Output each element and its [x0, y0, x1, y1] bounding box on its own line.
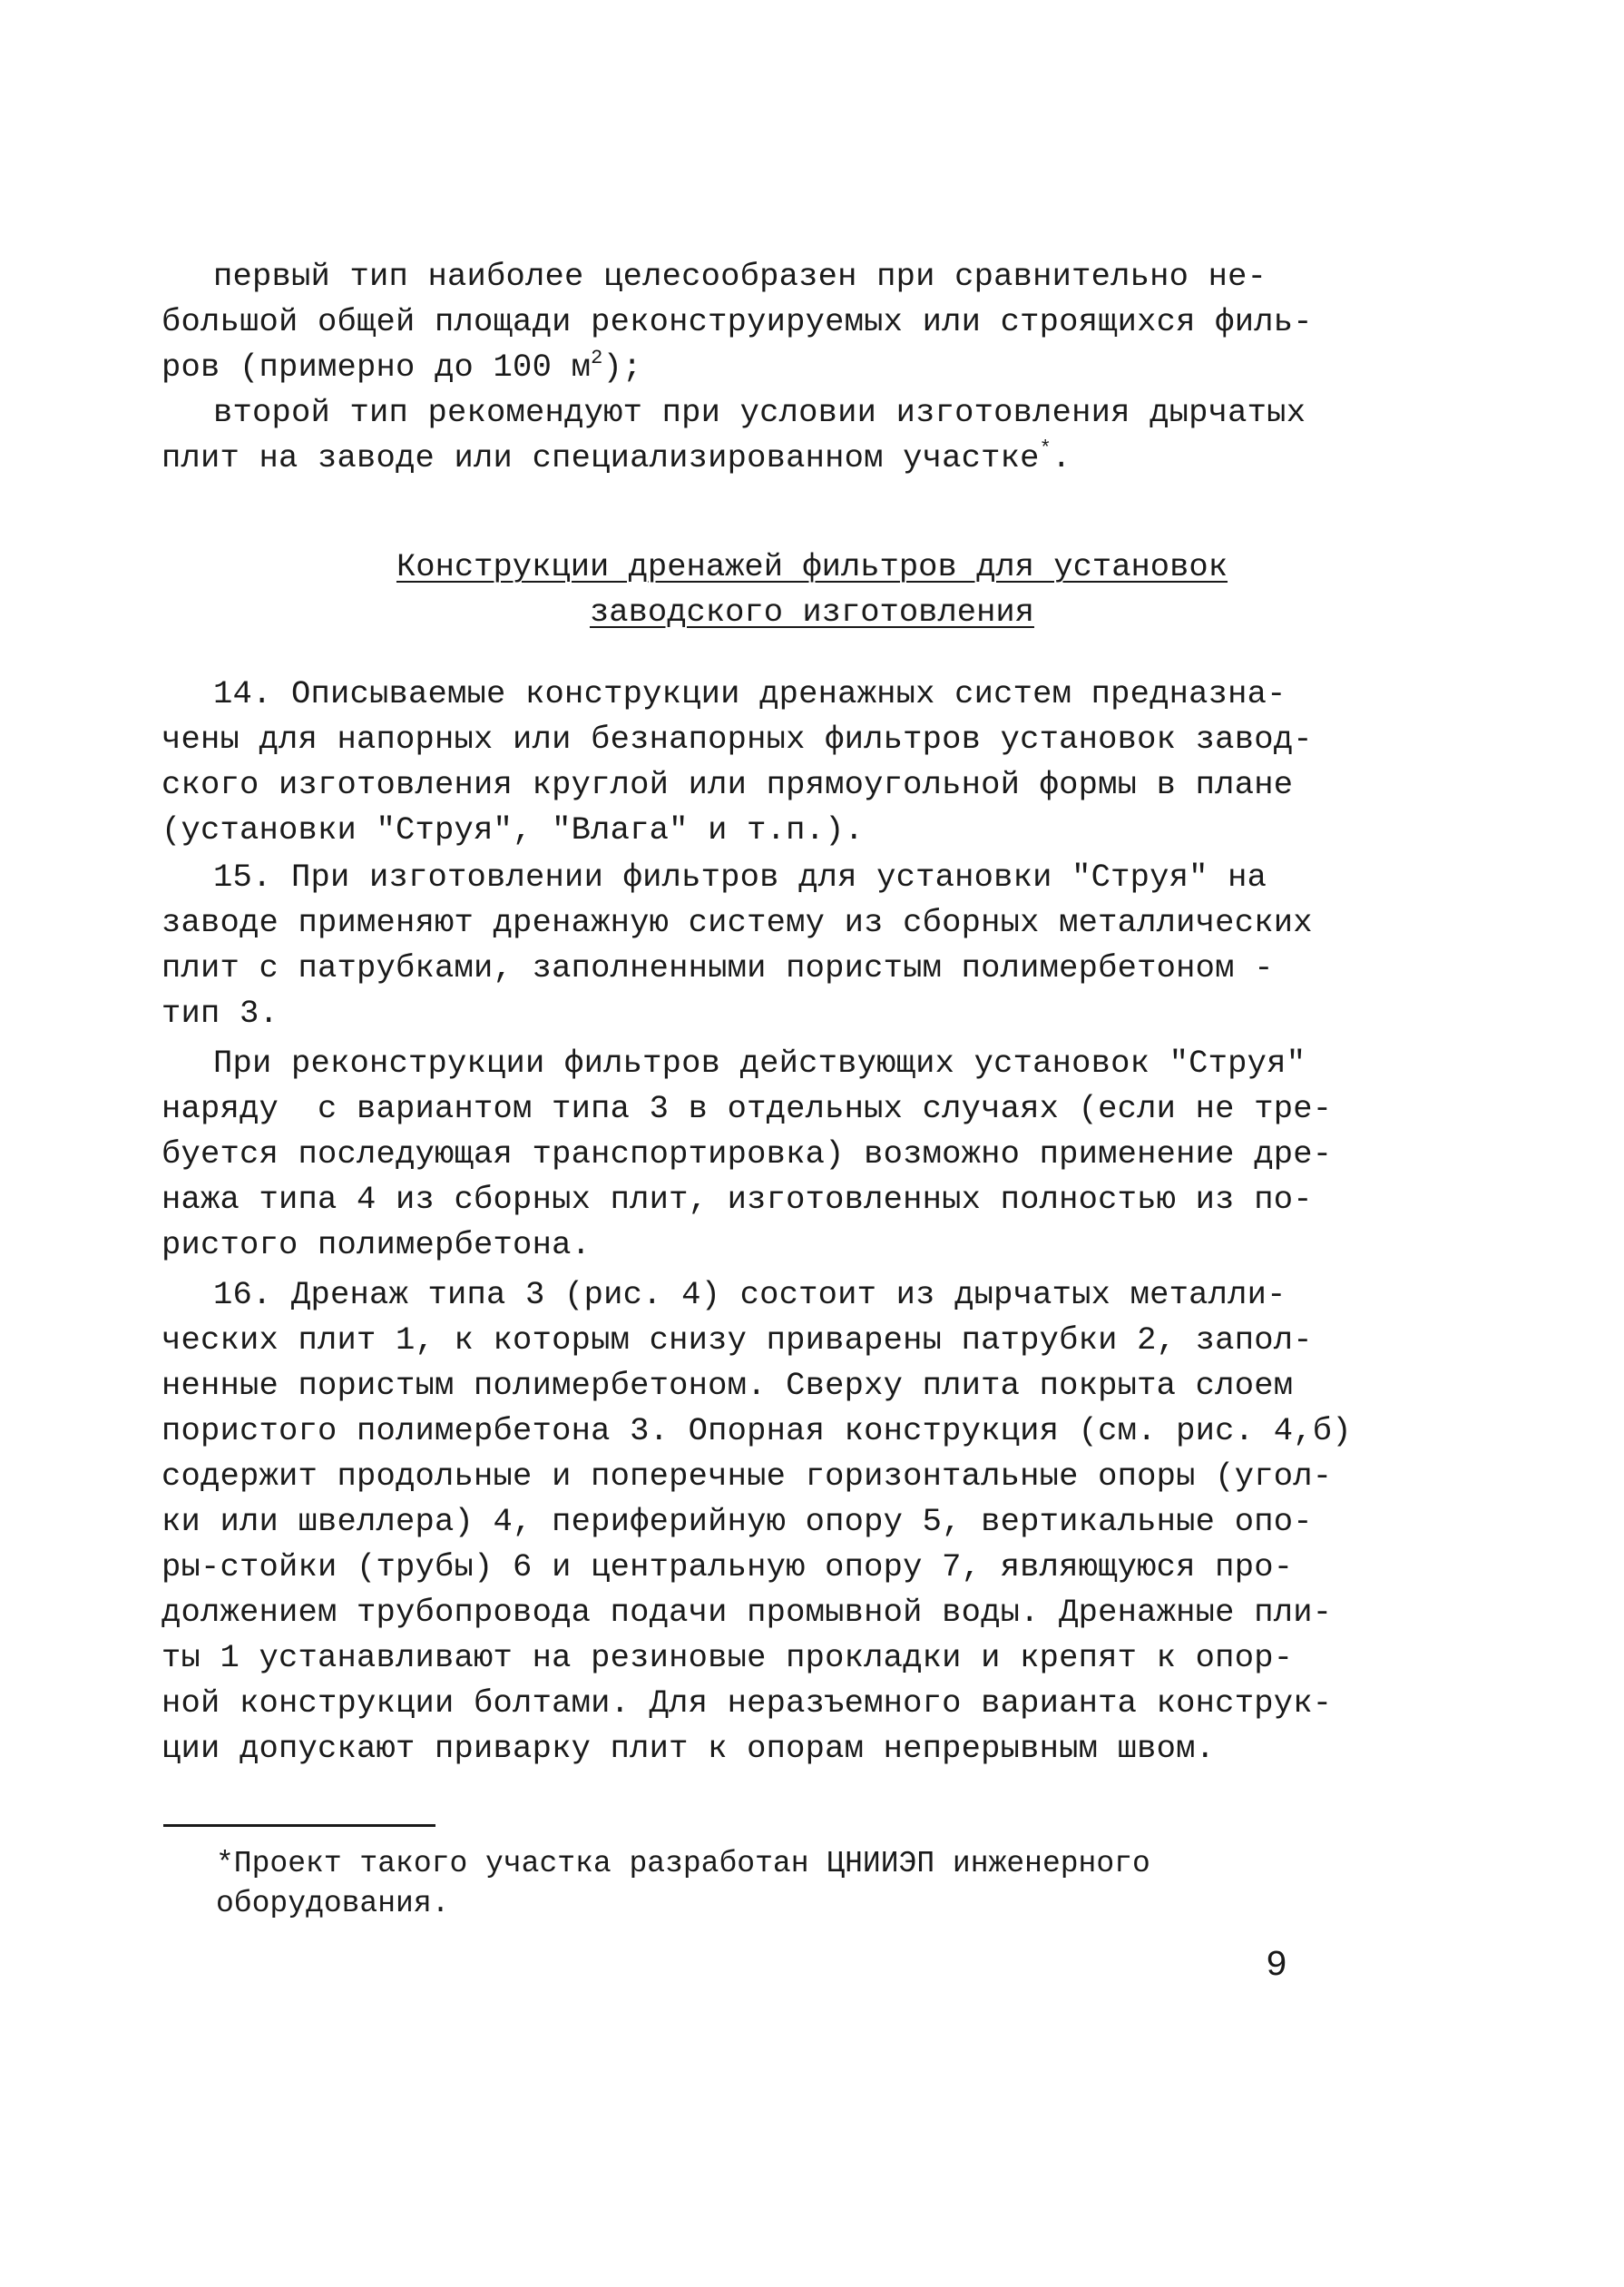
- footnote-divider: [163, 1824, 435, 1827]
- para14-line-1: 14. Описываемые конструкции дренажных систем предназна-: [213, 675, 1286, 712]
- para15-line-4: тип 3.: [161, 995, 279, 1032]
- para16-line-1: 16. Дренаж типа 3 (рис. 4) состоит из дырчатых металли-: [213, 1276, 1286, 1313]
- intro-line-5: плит на заводе или специализированном участке*.: [161, 437, 1071, 476]
- para16-line-7: ры-стойки (трубы) 6 и центральную опору 7, являющуюся про-: [161, 1548, 1294, 1585]
- para16-line-8: должением трубопровода подачи промывной воды. Дренажные пли-: [161, 1594, 1333, 1631]
- para16-line-10: ной конструкции болтами. Для неразъемного варианта конструк-: [161, 1684, 1333, 1722]
- para15b-line-3: буется последующая транспортировка) возможно применение дре-: [161, 1135, 1333, 1173]
- para16-line-3: ненные пористым полимербетоном. Сверху плита покрыта слоем: [161, 1367, 1294, 1404]
- para14-line-2: чены для напорных или безнапорных фильтров установок завод-: [161, 721, 1313, 758]
- para15b-line-2: наряду с вариантом типа 3 в отдельных случаях (если не тре-: [161, 1090, 1333, 1127]
- para14-line-4: (установки "Струя", "Влага" и т.п.).: [161, 811, 865, 849]
- para16-line-5: содержит продольные и поперечные горизонтальные опоры (угол-: [161, 1458, 1333, 1495]
- para15b-line-4: нажа типа 4 из сборных плит, изготовленных полностью из по-: [161, 1181, 1313, 1218]
- section-heading-line-1: Конструкции дренажей фильтров для установок: [396, 548, 1228, 585]
- footnote-line-2: оборудования.: [216, 1887, 450, 1920]
- page-number: 9: [1266, 1946, 1288, 1987]
- superscript-2: 2: [591, 347, 603, 369]
- para16-line-2: ческих плит 1, к которым снизу приварены патрубки 2, запол-: [161, 1321, 1313, 1359]
- para15-line-1: 15. При изготовлении фильтров для установки "Струя" на: [213, 859, 1267, 896]
- intro-line-2: большой общей площади реконструируемых или строящихся филь-: [161, 303, 1313, 340]
- para16-line-4: пористого полимербетона 3. Опорная конструкция (см. рис. 4,б): [161, 1412, 1352, 1449]
- section-heading-line-2: заводского изготовления: [590, 594, 1034, 631]
- intro-line-3: ров (примерно до 100 $м^2$);: [161, 347, 642, 386]
- footnote-line-1: *Проект такого участка разработан ЦНИИЭП инженерного: [216, 1847, 1150, 1880]
- para16-line-6: ки или швеллера) 4, периферийную опору 5, вертикальные опо-: [161, 1503, 1313, 1540]
- footnote-marker: *: [1039, 437, 1052, 460]
- para15b-line-5: ристого полимербетона.: [161, 1226, 592, 1263]
- intro-line-4: второй тип рекомендуют при условии изготовления дырчатых: [213, 394, 1306, 431]
- intro-line-1: первый тип наиболее целесообразен при сравнительно не-: [213, 258, 1267, 295]
- para14-line-3: ского изготовления круглой или прямоугольной формы в плане: [161, 766, 1294, 803]
- para15b-line-1: При реконструкции фильтров действующих установок "Струя": [213, 1045, 1306, 1082]
- para15-line-3: плит с патрубками, заполненными пористым полимербетоном -: [161, 949, 1274, 986]
- para16-line-9: ты 1 устанавливают на резиновые прокладки и крепят к опор-: [161, 1639, 1294, 1676]
- para16-line-11: ции допускают приварку плит к опорам непрерывным швом.: [161, 1730, 1216, 1767]
- para15-line-2: заводе применяют дренажную систему из сборных металлических: [161, 904, 1313, 941]
